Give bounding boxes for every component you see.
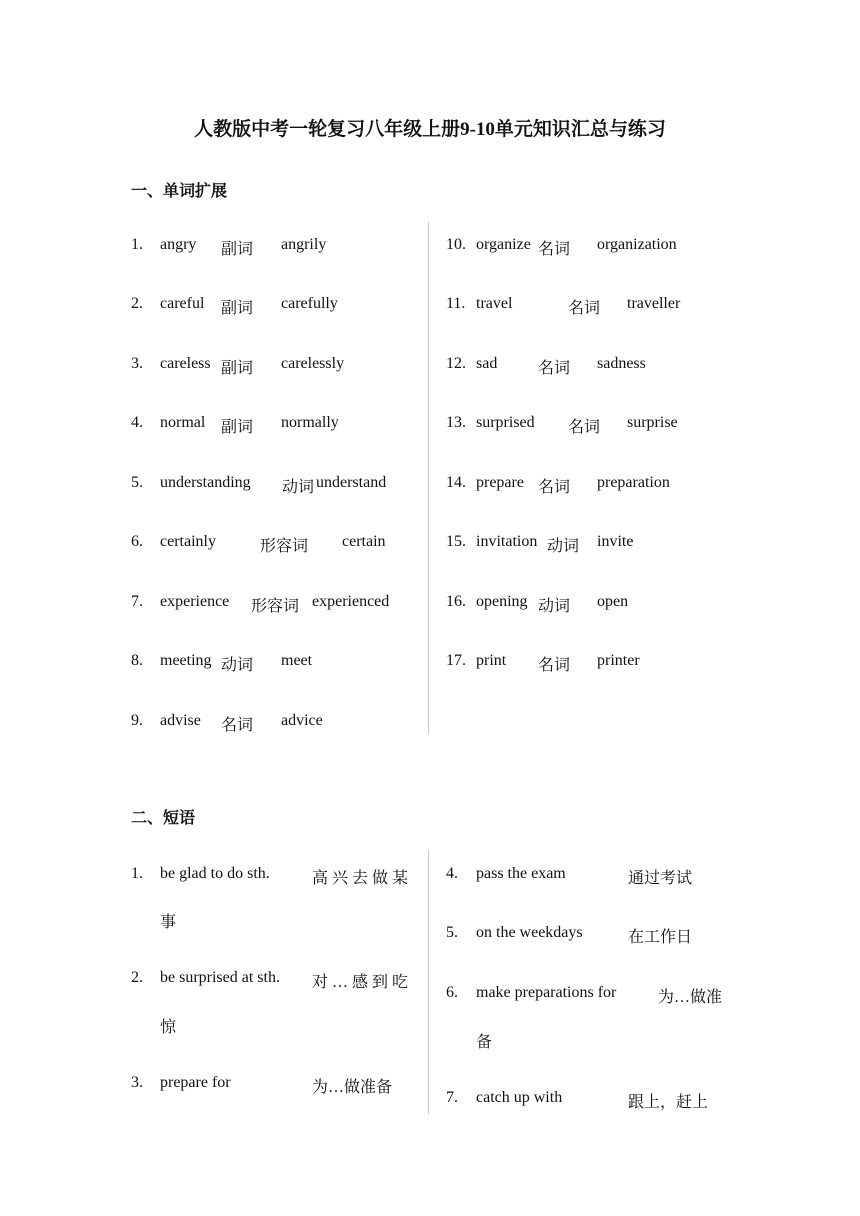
list-item-continuation: 惊 <box>160 1019 177 1036</box>
page-title: 人教版中考一轮复习八年级上册9-10单元知识汇总与练习 <box>194 119 666 140</box>
section-heading-word-expansion: 一、单词扩展 <box>131 183 228 200</box>
section-heading-phrases: 二、短语 <box>131 810 196 827</box>
list-item-continuation: 备 <box>476 1034 493 1051</box>
list-item-continuation: 事 <box>160 914 177 931</box>
column-divider <box>428 850 429 1114</box>
column-divider <box>428 222 429 734</box>
